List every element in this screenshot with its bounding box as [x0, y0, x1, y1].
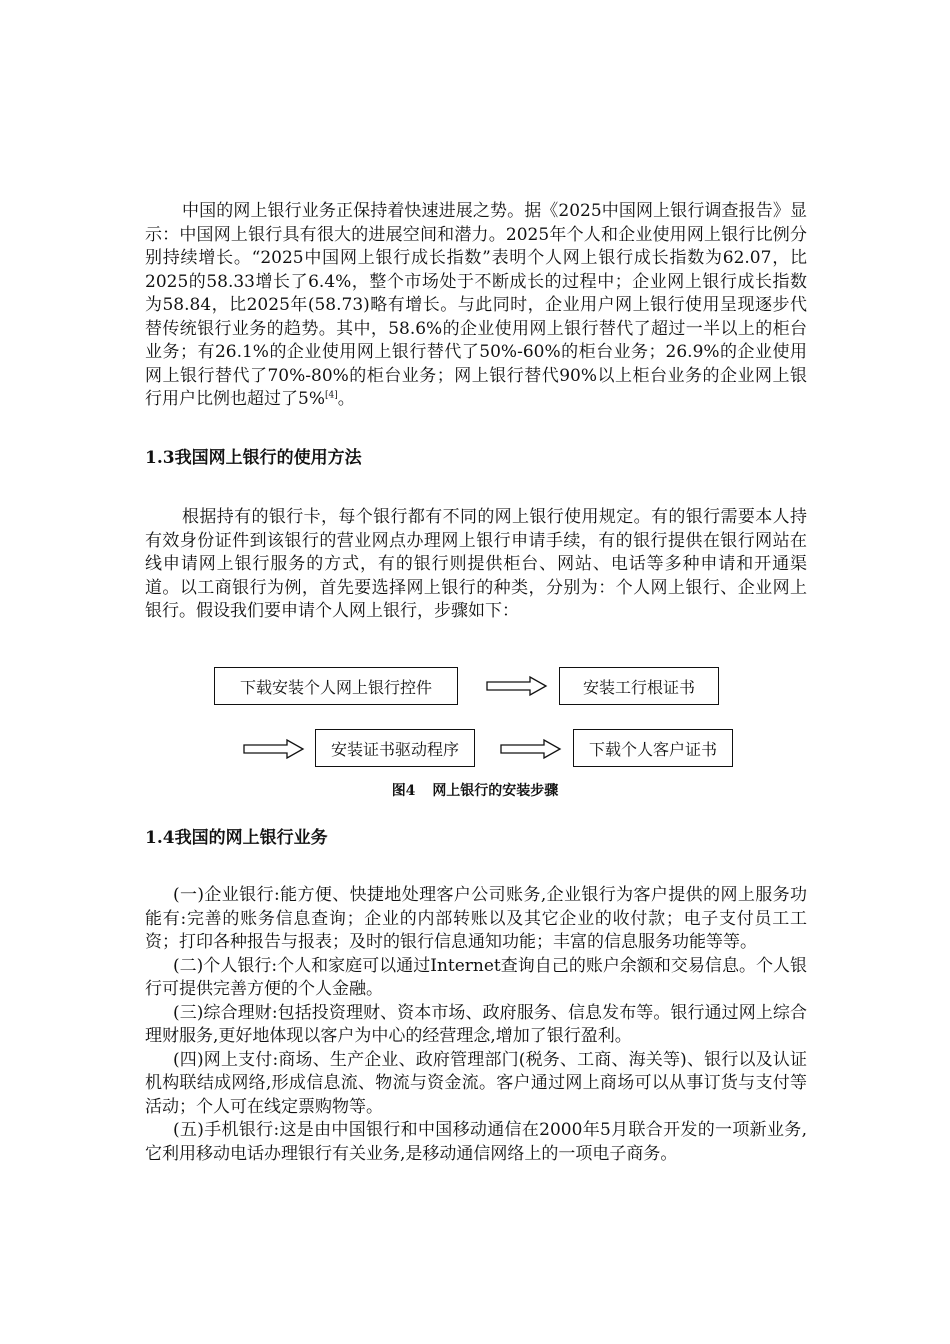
business-list [145, 884, 807, 1166]
section-1-3-paragraph: 根据持有的银行卡，每个银行都有不同的网上银行使用规定。有的银行需要本人持有效身份证件到该银行的营业网点办理网上银行申请手续，有的银行提供在银行网站在线申请网上银行服务的方式，有的银行则提供柜台、网站、电话等多种申请和开通渠道。以工商银行为例，首先要选择网上银行的种类，分别为：个人网上银行、企业网上银行。假设我们要申请个人网上银行，步骤如下： [145, 507, 807, 621]
list-item: (一)企业银行:能方便、快捷地处理客户公司账务,企业银行为客户提供的网上服务功能有:完善的账务信息查询；企业的内部转账以及其它企业的收付款；电子支付员工工资；打印各种报告与报表；及时的银行信息通知功能；丰富的信息服务功能等等。 [145, 885, 807, 952]
section-1-3-heading: 1.3我国网上银行的使用方法 [145, 448, 362, 468]
figure-caption [0, 780, 950, 800]
citation: [4] [324, 390, 338, 401]
step-box-2: 安装工行根证书 [559, 667, 719, 705]
intro-end: 。 [337, 389, 355, 409]
arrow-right-icon [243, 738, 305, 760]
intro-paragraph [145, 200, 807, 412]
list-item: (二)个人银行:个人和家庭可以通过Internet查询自己的账户余额和交易信息。个人银行可提供完善方便的个人金融。 [145, 955, 807, 999]
intro-text: 中国的网上银行业务正保持着快速进展之势。据《2025中国网上银行调查报告》显示：中国网上银行具有很大的进展空间和潜力。2025年个人和企业使用网上银行比例分别持续增长。“2025中国网上银行成长指数”表明个人网上银行成长指数为62.07，比2025的58.33增长了6.4%，整个市场处于不断成长的过程中；企业网上银行成长指数为58.84，比2025年(58.73)略有增长。与此同时，企业用户网上银行使用呈现逐步代替传统银行业务的趋势。其中，58.6%的企业使用网上银行替代了超过一半以上的柜台业务；有26.1%的企业使用网上银行替代了50%-60%的柜台业务；26.9%的企业使用网上银行替代了70%-80%的柜台业务；网上银行替代90%以上柜台业务的企业网上银行用户比例也超过了5% [145, 201, 807, 409]
step-box-1: 下载安装个人网上银行控件 [214, 667, 458, 705]
arrow-right-icon [500, 738, 562, 760]
step-box-3: 安装证书驱动程序 [315, 729, 475, 767]
figure-caption-text: 网上银行的安装步骤 [432, 783, 559, 799]
step-box-4: 下载个人客户证书 [573, 729, 733, 767]
list-item: (三)综合理财:包括投资理财、资本市场、政府服务、信息发布等。银行通过网上综合理财服务,更好地体现以客户为中心的经营理念,增加了银行盈利。 [145, 1002, 807, 1046]
section-1-4-heading: 1.4我国的网上银行业务 [145, 828, 328, 848]
figure-caption-label: 图4 [391, 783, 416, 799]
list-item: (四)网上支付:商场、生产企业、政府管理部门(税务、工商、海关等)、银行以及认证机构联结成网络,形成信息流、物流与资金流。客户通过网上商场可以从事订货与支付等活动；个人可在线定票购物等。 [145, 1049, 807, 1117]
list-item: (五)手机银行:这是由中国银行和中国移动通信在2000年5月联合开发的一项新业务,它利用移动电话办理银行有关业务,是移动通信网络上的一项电子商务。 [145, 1120, 807, 1164]
arrow-right-icon [486, 675, 548, 697]
